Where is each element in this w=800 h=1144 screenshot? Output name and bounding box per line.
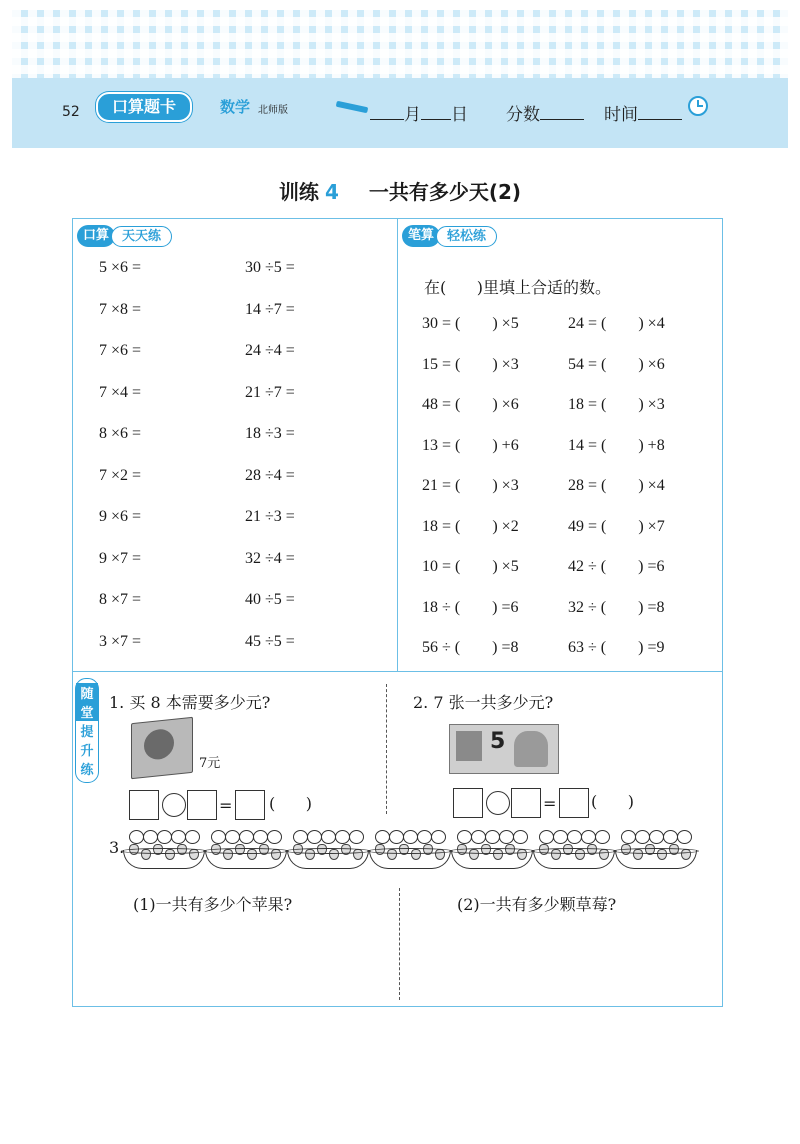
- oral-equation: 3 ×7 =: [99, 632, 142, 650]
- apple-icon: [253, 830, 268, 844]
- answer-box-2c[interactable]: [559, 788, 589, 818]
- time-blank[interactable]: [638, 105, 682, 120]
- apple-icon: [225, 830, 240, 844]
- oral-equation: 7 ×4 =: [99, 383, 142, 401]
- logo: 口算题卡: [96, 92, 192, 122]
- written-section-tag: [402, 225, 497, 247]
- oral-equation: 9 ×7 =: [99, 549, 142, 567]
- practice-tag-char-0: 随: [76, 683, 98, 702]
- apple-icon: [389, 830, 404, 844]
- apple-icon: [321, 830, 336, 844]
- question-3-label: 3.: [109, 838, 125, 857]
- month-label: 月: [404, 105, 421, 125]
- oral-equation: 14 ÷7 =: [245, 300, 295, 318]
- oral-equation: 24 ÷4 =: [245, 342, 295, 359]
- written-instruction: 在( )里填上合适的数。: [424, 278, 612, 297]
- subject-label: 数学: [220, 98, 251, 116]
- answer-box-1b[interactable]: [187, 790, 217, 820]
- apple-icon: [635, 830, 650, 844]
- fill-blank-equation[interactable]: 48 = ( ) ×6: [422, 396, 519, 413]
- oral-equation: 7 ×2 =: [99, 466, 142, 484]
- oral-tag-dark: 口算: [77, 225, 115, 247]
- apple-icon: [171, 830, 186, 844]
- apple-icon: [457, 830, 472, 844]
- clock-icon: [688, 96, 708, 116]
- equals-1: =: [219, 796, 233, 815]
- oral-equation: 9 ×6 =: [99, 508, 142, 525]
- fill-blank-equation[interactable]: 24 = ( ) ×4: [568, 315, 665, 332]
- fruit-bowl: [615, 830, 695, 870]
- apple-icon: [485, 830, 500, 844]
- fill-blank-equation[interactable]: 63 ÷ ( ) =9: [568, 639, 665, 656]
- fill-blank-equation[interactable]: 30 = ( ) ×5: [422, 315, 519, 332]
- apple-icon: [499, 830, 514, 844]
- practice-tag-char-2: 提: [80, 725, 94, 740]
- fruit-bowl: [287, 830, 367, 870]
- practice-tag-char-4: 练: [80, 763, 94, 778]
- oral-equation: 45 ÷5 =: [245, 632, 295, 650]
- page-title: [0, 176, 800, 205]
- apple-icon: [157, 830, 172, 844]
- banknote-value: 5: [490, 729, 506, 754]
- banknote-image: [449, 724, 559, 774]
- apple-icon: [677, 830, 692, 844]
- oral-equation: 8 ×7 =: [99, 591, 142, 608]
- unit-paren-1[interactable]: ( ): [269, 794, 312, 813]
- score-field: [506, 100, 584, 125]
- time-field: [604, 100, 682, 125]
- edition-label: 北师版: [258, 105, 288, 116]
- title-text: 一共有多少天(2): [368, 180, 522, 204]
- fill-blank-equation[interactable]: 56 ÷ ( ) =8: [422, 639, 519, 656]
- apple-icon: [581, 830, 596, 844]
- fill-blank-equation[interactable]: 14 = ( ) +8: [568, 436, 665, 454]
- apple-icon: [335, 830, 350, 844]
- apple-icon: [539, 830, 554, 844]
- unit-paren-2[interactable]: ( ): [591, 792, 634, 811]
- divider-bottom: [399, 888, 400, 1000]
- book-price: 7元: [199, 756, 221, 771]
- equals-2: =: [543, 794, 557, 813]
- score-label: 分数: [506, 105, 540, 125]
- apple-icon: [267, 830, 282, 844]
- apple-icon: [211, 830, 226, 844]
- oral-tag-light: 天天练: [111, 226, 172, 247]
- oral-equation: 30 ÷5 =: [245, 259, 295, 276]
- apple-icon: [649, 830, 664, 844]
- practice-tag-char-3: 升: [80, 744, 94, 759]
- fruit-bowl: [369, 830, 449, 870]
- fill-blank-equation[interactable]: 54 = ( ) ×6: [568, 355, 665, 373]
- fill-blank-equation[interactable]: 21 = ( ) ×3: [422, 477, 519, 494]
- operator-circle-2[interactable]: [486, 791, 510, 815]
- oral-equation: 18 ÷3 =: [245, 425, 295, 442]
- fill-blank-equation[interactable]: 13 = ( ) +6: [422, 436, 519, 454]
- fill-blank-equation[interactable]: 18 ÷ ( ) =6: [422, 598, 519, 616]
- practice-tag-char-1: 堂: [76, 702, 98, 721]
- fruit-bowl: [205, 830, 285, 870]
- apple-icon: [293, 830, 308, 844]
- title-prefix: 训练: [278, 180, 319, 204]
- apple-icon: [663, 830, 678, 844]
- apple-icon: [595, 830, 610, 844]
- score-blank[interactable]: [540, 105, 584, 120]
- written-tag-dark: 笔算: [402, 225, 440, 247]
- oral-equation: 21 ÷3 =: [245, 508, 295, 525]
- day-label: 日: [451, 105, 468, 125]
- question-3-sub-1: (1)一共有多少个苹果?: [133, 895, 293, 914]
- fruit-bowl: [533, 830, 613, 870]
- fill-blank-equation[interactable]: 15 = ( ) ×3: [422, 355, 519, 373]
- written-practice-panel: [397, 218, 723, 672]
- time-label: 时间: [604, 105, 638, 125]
- apple-icon: [513, 830, 528, 844]
- oral-equation: 7 ×8 =: [99, 300, 142, 318]
- practice-tag: [75, 678, 99, 783]
- written-tag-light: 轻松练: [436, 226, 497, 247]
- fill-blank-equation[interactable]: 28 = ( ) ×4: [568, 477, 665, 494]
- fill-blank-equation[interactable]: 49 = ( ) ×7: [568, 517, 665, 535]
- answer-box-1a[interactable]: [129, 790, 159, 820]
- apple-icon: [143, 830, 158, 844]
- apple-icon: [417, 830, 432, 844]
- oral-equation: 28 ÷4 =: [245, 466, 295, 484]
- book-image: [131, 717, 193, 780]
- apple-icon: [403, 830, 418, 844]
- answer-box-2a[interactable]: [453, 788, 483, 818]
- oral-section-tag: [77, 225, 172, 247]
- page-number: 52: [62, 104, 80, 120]
- apple-icon: [349, 830, 364, 844]
- fruit-bowl: [123, 830, 203, 870]
- divider-top: [386, 684, 387, 814]
- month-blank[interactable]: [370, 105, 404, 120]
- question-2: 2. 7 张一共多少元?: [413, 693, 554, 712]
- oral-equation: 5 ×6 =: [99, 259, 142, 276]
- day-blank[interactable]: [421, 105, 451, 120]
- title-number: 4: [324, 180, 339, 204]
- fill-blank-equation[interactable]: 42 ÷ ( ) =6: [568, 558, 665, 575]
- apple-icon: [239, 830, 254, 844]
- apple-icon: [375, 830, 390, 844]
- apple-icon: [307, 830, 322, 844]
- oral-equation: 32 ÷4 =: [245, 549, 295, 567]
- answer-box-2b[interactable]: [511, 788, 541, 818]
- apple-icon: [431, 830, 446, 844]
- operator-circle-1[interactable]: [162, 793, 186, 817]
- apple-icon: [471, 830, 486, 844]
- apple-icon: [621, 830, 636, 844]
- apple-icon: [553, 830, 568, 844]
- oral-equation: 40 ÷5 =: [245, 591, 295, 608]
- fill-blank-equation[interactable]: 32 ÷ ( ) =8: [568, 598, 665, 616]
- question-1: 1. 买 8 本需要多少元?: [109, 693, 271, 712]
- fill-blank-equation[interactable]: 10 = ( ) ×5: [422, 558, 519, 575]
- question-3-sub-2: (2)一共有多少颗草莓?: [457, 895, 617, 914]
- oral-equation: 21 ÷7 =: [245, 383, 295, 401]
- date-field: [370, 100, 468, 125]
- fruit-bowl: [451, 830, 531, 870]
- oral-practice-panel: [72, 218, 398, 672]
- oral-equation: 8 ×6 =: [99, 425, 142, 442]
- practice-panel: [72, 671, 723, 1007]
- oral-equation: 7 ×6 =: [99, 342, 142, 359]
- apple-icon: [185, 830, 200, 844]
- apple-icon: [129, 830, 144, 844]
- fill-blank-equation[interactable]: 18 = ( ) ×2: [422, 517, 519, 535]
- fill-blank-equation[interactable]: 18 = ( ) ×3: [568, 396, 665, 413]
- apple-icon: [567, 830, 582, 844]
- answer-box-1c[interactable]: [235, 790, 265, 820]
